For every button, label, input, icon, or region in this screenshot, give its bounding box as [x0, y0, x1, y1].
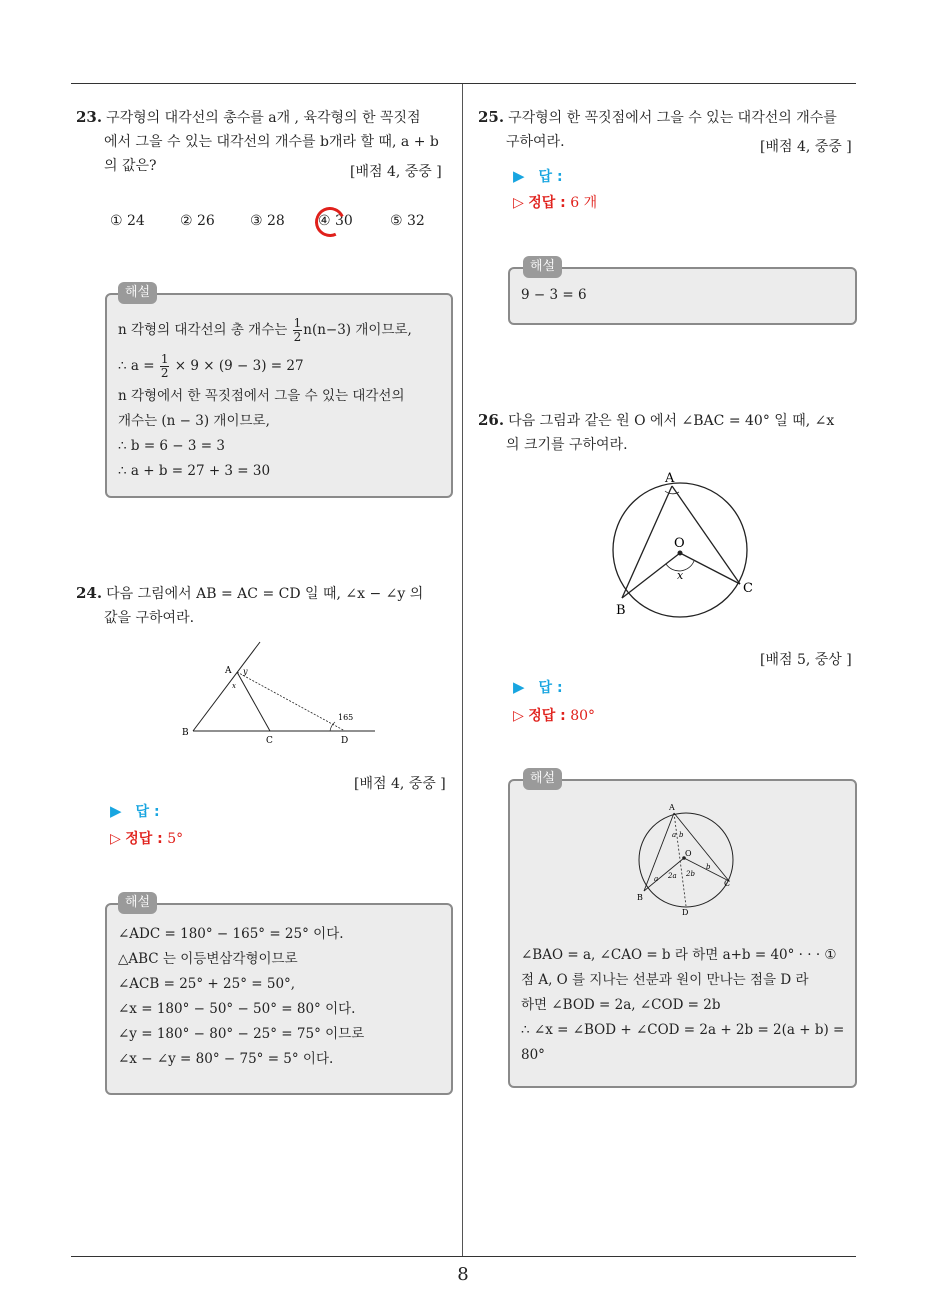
question-text: 구하여라.	[506, 134, 565, 150]
label-D: D	[341, 736, 349, 746]
score-label: [배점 4, 중중 ]	[350, 164, 442, 180]
correct-answer-row: ▷ 정답 : 80°	[513, 708, 596, 724]
choice-list	[110, 213, 450, 233]
label-D: D	[682, 908, 689, 917]
question-number: 23.	[76, 108, 103, 126]
correct-answer-row: ▷ 정답 : 5°	[110, 831, 184, 847]
label-C: C	[724, 879, 731, 888]
page-number: 8	[457, 1264, 469, 1285]
label-O: O	[674, 536, 685, 551]
answer-row: ▶ 답 :	[513, 678, 563, 696]
question-number: 26.	[478, 411, 505, 429]
solution-tag: 해설	[118, 892, 157, 914]
label-b-base: b	[706, 863, 711, 871]
question-text: 의 값은?	[104, 158, 157, 174]
choice-1[interactable]: ① 24	[110, 213, 145, 229]
label-y: y	[243, 667, 248, 676]
answer-row: ▶ 답 :	[513, 167, 563, 185]
solution-circle-figure	[628, 800, 748, 922]
question-text: 다음 그림에서 AB = AC = CD 일 때, ∠x − ∠y 의	[106, 586, 424, 602]
play-icon: ▶	[110, 802, 122, 820]
solution-tag: 해설	[118, 282, 157, 304]
correct-answer-row: ▷ 정답 : 6 개	[513, 195, 598, 211]
answer-row: ▶ 답 :	[110, 802, 160, 820]
question-24	[76, 581, 456, 630]
score-label: [배점 4, 중중 ]	[354, 776, 446, 792]
label-2b: 2b	[686, 870, 695, 878]
label-B: B	[637, 893, 643, 902]
choice-5[interactable]: ⑤ 32	[390, 213, 425, 229]
play-icon: ▶	[513, 167, 525, 185]
triangle-outline-icon: ▷	[110, 831, 121, 847]
question-number: 24.	[76, 584, 103, 602]
choice-3[interactable]: ③ 28	[250, 213, 285, 229]
solution-text: ∠ADC = 180° − 165° = 25° 이다. △ABC 는 이등변삼각형이므로 ∠ACB = 25° + 25° = 50°, ∠x = 180° − 50° − 50° = 80° 이다. ∠y = 180° − 80° − 25° = 75° 이므로 ∠x − ∠y = 80° − 75° = 5° 이다.	[118, 926, 365, 1067]
label-a: a	[672, 831, 677, 839]
solution-text: n 각형의 대각선의 총 개수는 $\frac{1}{2}$ n(n−3) 개이므로, ∴ a = $\frac{1}{2}$ × 9 × (9 − 3) = 27 n 각형에서 한 꼭짓점에서 그을 수 있는 대각선의 개수는 (n − 3) 개이므로, ∴ b = 6 − 3 = 3 ∴ a + b = 27 + 3 = 30	[118, 316, 412, 479]
fraction: $\frac{1}{2}$	[293, 316, 302, 344]
score-label: [배점 5, 중상 ]	[760, 652, 852, 668]
label-B: B	[616, 603, 626, 618]
label-O: O	[685, 849, 692, 858]
triangle-outline-icon: ▷	[513, 708, 524, 724]
label-2a: 2a	[668, 872, 677, 880]
score-label: [배점 4, 중중 ]	[760, 139, 852, 155]
correct-value: 80°	[570, 708, 596, 724]
fraction: $\frac{1}{2}$	[160, 352, 169, 380]
question-text: 다음 그림과 같은 원 O 에서 ∠BAC = 40° 일 때, ∠x	[508, 413, 835, 429]
solution-text: ∠BAO = a, ∠CAO = b 라 하면 a+b = 40° · · · ① 점 A, O 를 지나는 선분과 원이 만나는 점을 D 라 하면 ∠BOD = 2a, ∠COD = 2b ∴ ∠x = ∠BOD + ∠COD = 2a + 2b = 2(a + b) = 80°	[521, 947, 845, 1063]
question-text: 의 크기를 구하여라.	[506, 437, 628, 453]
correct-value: 6 개	[570, 195, 598, 211]
question-26	[478, 408, 858, 457]
answer-circle-mark	[311, 203, 349, 241]
solution-tag: 해설	[523, 768, 562, 790]
choice-4[interactable]: ④ 30	[318, 213, 353, 229]
top-rule	[71, 83, 856, 84]
label-B: B	[182, 728, 189, 738]
correct-value: 5°	[167, 831, 184, 847]
label-x: x	[232, 682, 236, 690]
bottom-rule	[71, 1256, 856, 1257]
question-text: 값을 구하여라.	[104, 610, 195, 626]
label-A: A	[225, 666, 232, 676]
label-A: A	[665, 471, 675, 486]
label-a-base: a	[654, 875, 659, 883]
question-text: 구각형의 한 꼭짓점에서 그을 수 있는 대각선의 개수를	[508, 110, 837, 126]
choice-2[interactable]: ② 26	[180, 213, 215, 229]
play-icon: ▶	[513, 678, 525, 696]
solution-text: 9 − 3 = 6	[521, 287, 587, 303]
triangle-figure	[180, 640, 380, 750]
question-number: 25.	[478, 108, 505, 126]
label-C: C	[266, 736, 273, 746]
question-text: 에서 그을 수 있는 대각선의 개수를 b개라 할 때, a + b	[104, 134, 439, 150]
label-A: A	[669, 803, 675, 812]
column-divider	[462, 84, 463, 1256]
triangle-outline-icon: ▷	[513, 195, 524, 211]
label-x: x	[677, 569, 684, 582]
question-text: 구각형의 대각선의 총수를 a개 , 육각형의 한 꼭짓점	[106, 110, 421, 126]
label-165: 165	[338, 713, 354, 722]
circle-figure	[600, 466, 770, 618]
solution-tag: 해설	[523, 256, 562, 278]
label-C: C	[743, 581, 753, 596]
label-b: b	[679, 831, 684, 839]
